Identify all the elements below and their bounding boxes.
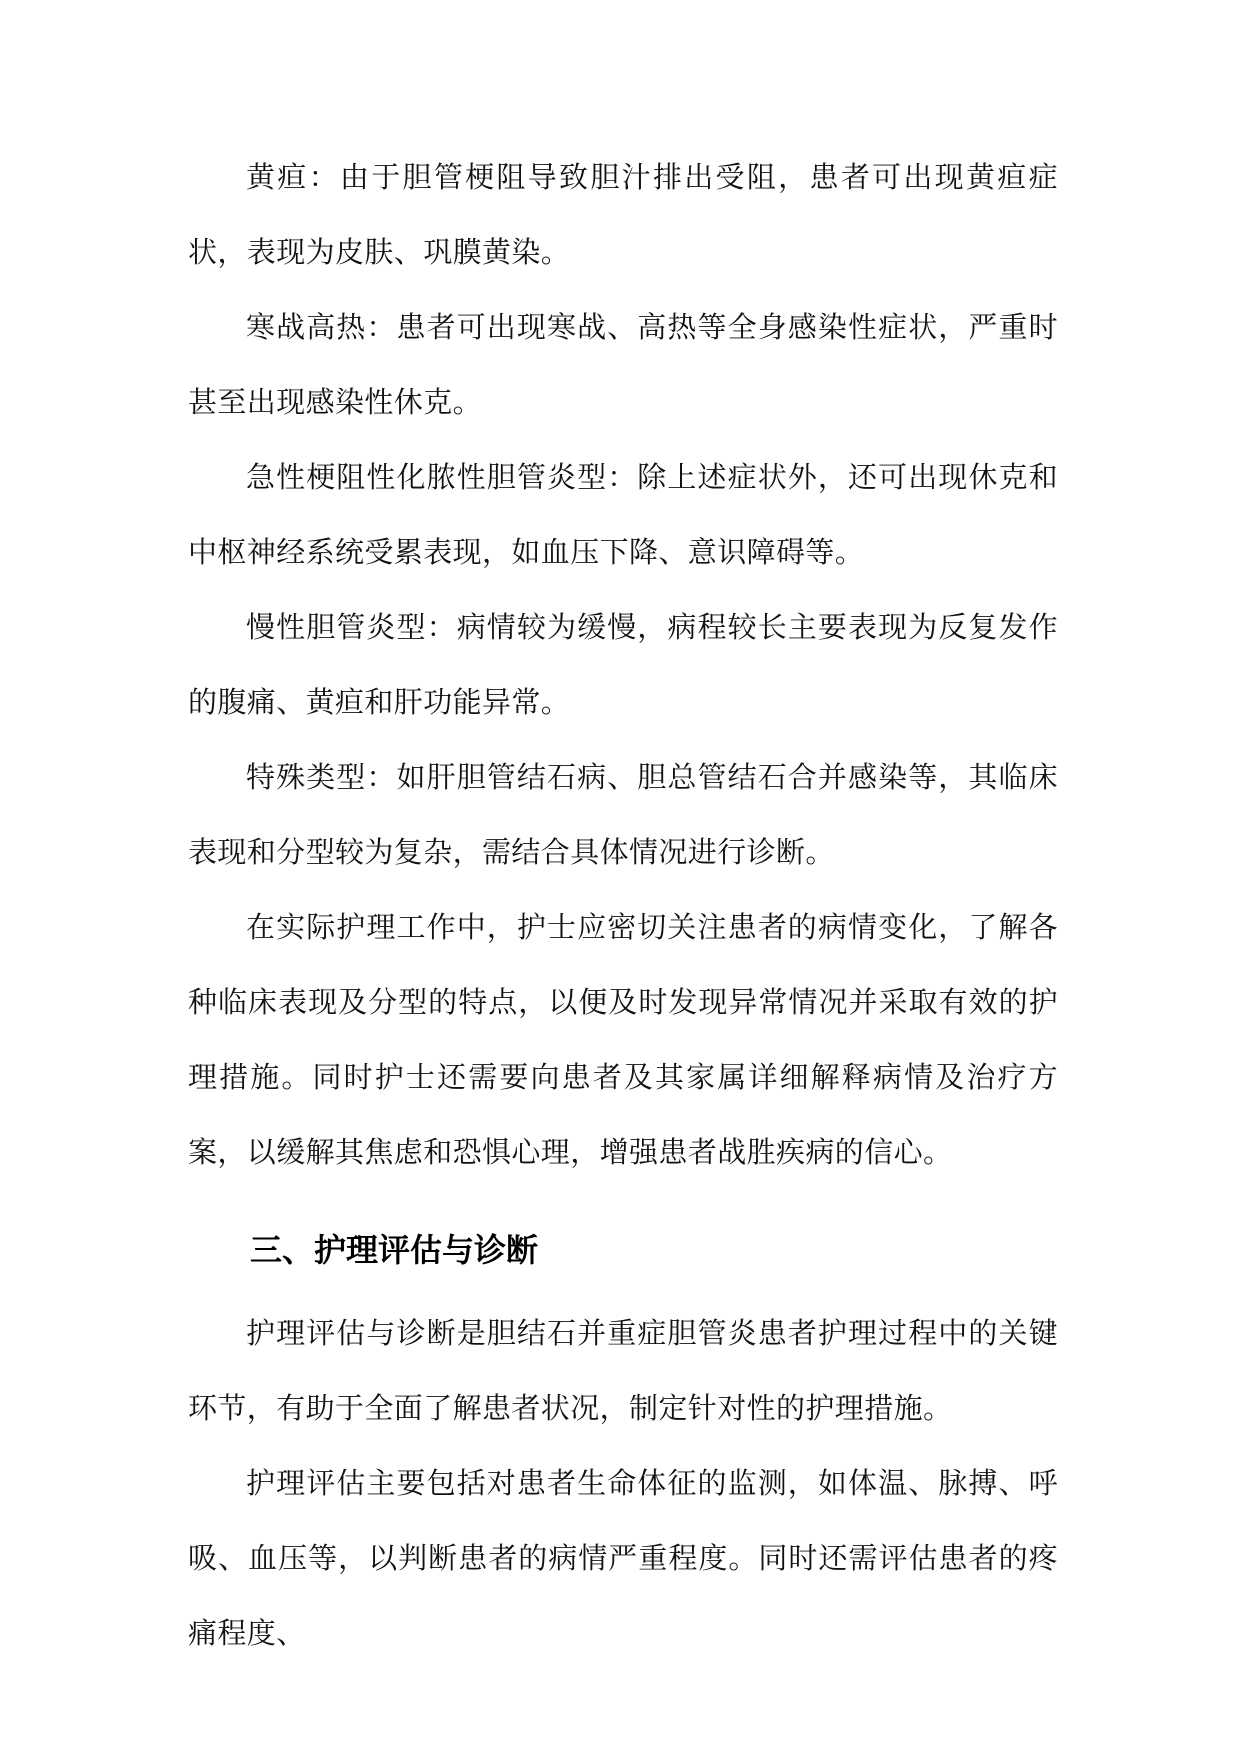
paragraph-acute-obstructive-type: 急性梗阻性化脓性胆管炎型：除上述症状外，还可出现休克和中枢神经系统受累表现，如血压下降、意识障碍等。 — [188, 460, 1058, 569]
paragraph-special-type: 特殊类型：如肝胆管结石病、胆总管结石合并感染等，其临床表现和分型较为复杂，需结合具体情况进行诊断。 — [188, 760, 1058, 869]
paragraph-jaundice: 黄疸：由于胆管梗阻导致胆汁排出受阻，患者可出现黄疸症状，表现为皮肤、巩膜黄染。 — [188, 160, 1058, 269]
paragraph-assessment-content: 护理评估主要包括对患者生命体征的监测，如体温、脉搏、呼吸、血压等，以判断患者的病情严重程度。同时还需评估患者的疼痛程度、 — [188, 1466, 1058, 1650]
paragraph-assessment-intro: 护理评估与诊断是胆结石并重症胆管炎患者护理过程中的关键环节，有助于全面了解患者状况，制定针对性的护理措施。 — [188, 1316, 1058, 1425]
section-heading: 三、护理评估与诊断 — [250, 1231, 539, 1269]
paragraph-chronic-type: 慢性胆管炎型：病情较为缓慢，病程较长主要表现为反复发作的腹痛、黄疸和肝功能异常。 — [188, 610, 1058, 719]
paragraph-nursing-practice: 在实际护理工作中，护士应密切关注患者的病情变化，了解各种临床表现及分型的特点，以便及时发现异常情况并采取有效的护理措施。同时护士还需要向患者及其家属详细解释病情及治疗方案，以缓解其焦虑和恐惧心理，增强患者战胜疾病的信心。 — [188, 910, 1058, 1169]
document-body — [188, 140, 1058, 1671]
paragraph-chills-fever: 寒战高热：患者可出现寒战、高热等全身感染性症状，严重时甚至出现感染性休克。 — [188, 310, 1058, 419]
